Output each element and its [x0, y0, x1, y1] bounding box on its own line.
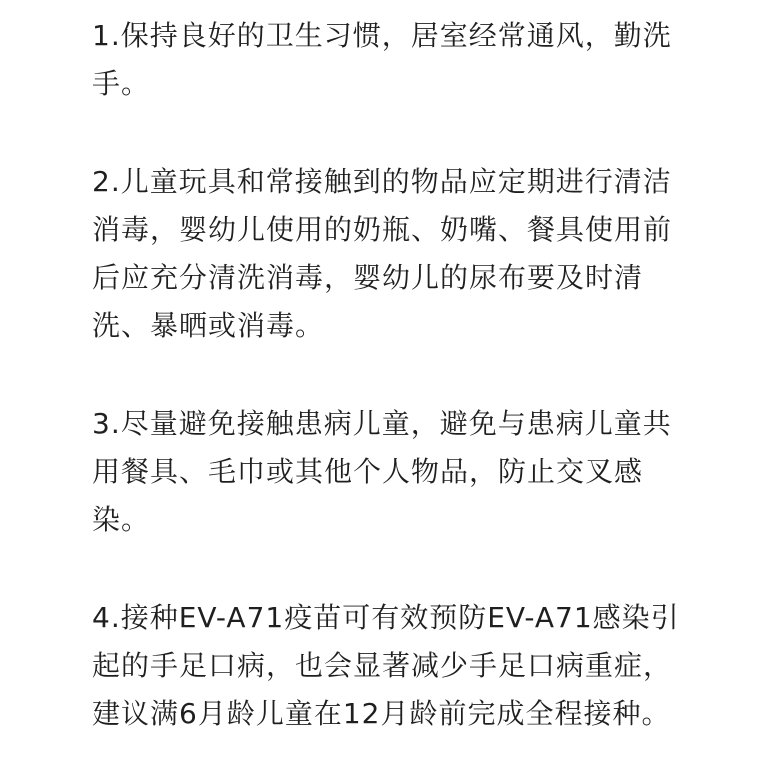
article-body — [92, 12, 692, 738]
tip-item-1: 1.保持良好的卫生习惯，居室经常通风，勤洗手。 — [92, 19, 672, 100]
tip-item-2: 2.儿童玩具和常接触到的物品应定期进行清洁消毒，婴幼儿使用的奶瓶、奶嘴、餐具使用前后应充分清洗消毒，婴幼儿的尿布要及时清洗、暴晒或消毒。 — [92, 165, 673, 342]
tip-item-4: 4.接种EV-A71疫苗可有效预防EV-A71感染引起的手足口病，也会显著减少手足口病重症，建议满6月龄儿童在12月龄前完成全程接种。 — [92, 601, 680, 730]
tip-item-3: 3.尽量避免接触患病儿童，避免与患病儿童共用餐具、毛巾或其他个人物品，防止交叉感染。 — [92, 407, 672, 536]
